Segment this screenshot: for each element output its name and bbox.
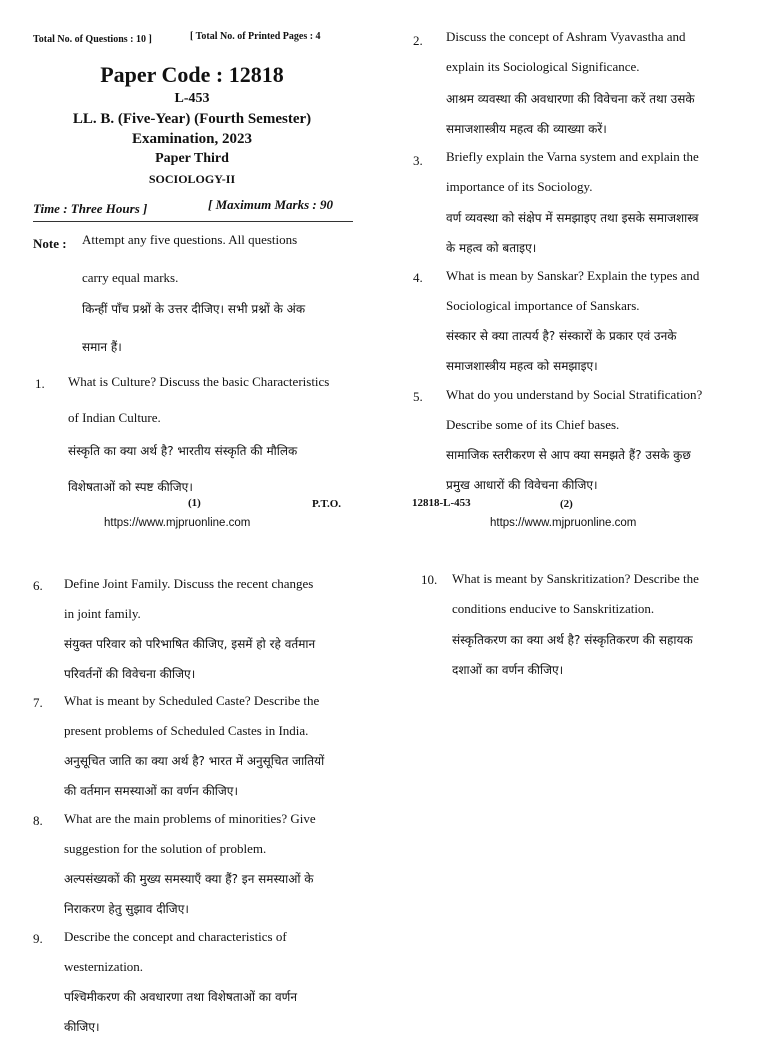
website-link[interactable]: https://www.mjpruonline.com [490,517,637,529]
q6-hi-line: संयुक्त परिवार को परिभाषित कीजिए, इसमें हो रहे वर्तमान [64,637,316,651]
question-hindi [64,746,324,806]
q8-hi-line: निराकरण हेतु सुझाव दीजिए। [64,902,189,916]
q3-hi-line: के महत्व को बताइए। [446,241,537,255]
q7-hi-line: की वर्तमान समस्याओं का वर्णन कीजिए। [64,784,238,798]
page-3 [0,545,384,1034]
pto: P.T.O. [312,498,342,510]
total-questions: Total No. of Questions : 10 ] [33,34,152,45]
question-english [68,367,329,433]
note-english [82,225,297,293]
q5-hi-line: प्रमुख आधारों की विवेचना कीजिए। [446,478,598,492]
subject: SOCIOLOGY-II [148,172,236,186]
q2-en-line: explain its Sociological Significance. [446,59,640,74]
page-number: (2) [560,498,573,510]
question-number: 1. [35,376,45,391]
page-2 [384,0,768,545]
q4-hi-line: समाजशास्त्रीय महत्व को समझाइए। [446,359,598,373]
question-english [64,922,287,982]
q7-en-line: present problems of Scheduled Castes in India. [64,723,309,738]
note-hi-line: समान हैं। [82,340,122,354]
page-number: (1) [188,497,201,509]
q8-en-line: What are the main problems of minorities? Give [64,811,316,826]
q7-en-line: What is meant by Scheduled Caste? Describe the [64,693,320,708]
q3-en-line: importance of its Sociology. [446,179,593,194]
q9-en-line: Describe the concept and characteristics of [64,929,287,944]
time-limit: Time : Three Hours ] [33,201,148,216]
q1-hi-line: संस्कृति का क्या अर्थ है? भारतीय संस्कृति की मौलिक [68,444,298,458]
question-number: 2. [413,33,423,48]
question-hindi [446,84,695,144]
q10-en-line: conditions enducive to Sanskritization. [452,601,655,616]
question-number: 3. [413,153,423,168]
question-number: 10. [421,572,438,587]
q10-hi-line: दशाओं का वर्णन कीजिए। [452,663,564,677]
question-hindi [64,982,297,1042]
q2-en-line: Discuss the concept of Ashram Vyavastha and [446,29,686,44]
question-english [446,261,699,321]
note-label: Note : [33,236,67,251]
website-link[interactable]: https://www.mjpruonline.com [104,517,251,529]
question-number: 8. [33,813,43,828]
footer-code: 12818-L-453 [412,497,471,509]
q4-en-line: What is mean by Sanskar? Explain the types and [446,268,700,283]
q2-hi-line: समाजशास्त्रीय महत्व की व्याख्या करें। [446,122,607,136]
paper-code: Paper Code : 12818 [100,62,284,87]
paper-number: Paper Third [155,151,229,166]
question-english [446,380,702,440]
q3-en-line: Briefly explain the Varna system and explain the [446,149,699,164]
paper-ref: L-453 [174,91,210,106]
note-hi-line: किन्हीं पाँच प्रश्नों के उत्तर दीजिए। सभी प्रश्नों के अंक [82,302,306,316]
question-hindi [446,203,699,263]
question-english [64,569,313,629]
max-marks: [ Maximum Marks : 90 [208,197,333,212]
q5-en-line: What do you understand by Social Stratification? [446,387,703,402]
header-rule [33,221,353,222]
course-title: LL. B. (Five-Year) (Fourth Semester) [72,111,312,127]
q9-hi-line: कीजिए। [64,1020,100,1034]
q10-en-line: What is meant by Sanskritization? Describe the [452,571,699,586]
question-hindi [68,436,297,502]
note-en-line: Attempt any five questions. All questions [82,232,298,247]
q1-hi-line: विशेषताओं को स्पष्ट कीजिए। [68,480,193,494]
q7-hi-line: अनुसूचित जाति का क्या अर्थ है? भारत में अनुसूचित जातियों [64,754,325,768]
q5-en-line: Describe some of its Chief bases. [446,417,620,432]
q2-hi-line: आश्रम व्यवस्था की अवधारणा की विवेचना करें तथा उसके [446,92,695,106]
question-english [446,22,685,82]
note-hindi [82,294,305,362]
question-hindi [446,440,691,500]
question-number: 6. [33,578,43,593]
note-en-line: carry equal marks. [82,270,179,285]
page-4 [384,545,768,1024]
q4-hi-line: संस्कार से क्या तात्पर्य है? संस्कारों के प्रकार एवं उनके [446,329,677,343]
question-number: 7. [33,695,43,710]
question-hindi [64,629,315,689]
question-number: 5. [413,389,423,404]
question-number: 4. [413,270,423,285]
q8-en-line: suggestion for the solution of problem. [64,841,267,856]
q5-hi-line: सामाजिक स्तरीकरण से आप क्या समझते हैं? उसके कुछ [446,448,691,462]
q1-en-line: What is Culture? Discuss the basic Characteristics [68,374,330,389]
q10-hi-line: संस्कृतिकरण का क्या अर्थ है? संस्कृतिकरण की सहायक [452,633,693,647]
q6-en-line: in joint family. [64,606,141,621]
q6-hi-line: परिवर्तनों की विवेचना कीजिए। [64,667,196,681]
page-1 [0,0,384,545]
question-hindi [446,321,676,381]
question-english [452,564,699,624]
q6-en-line: Define Joint Family. Discuss the recent changes [64,576,314,591]
q9-en-line: westernization. [64,959,144,974]
question-english [64,804,316,864]
q9-hi-line: पश्चिमीकरण की अवधारणा तथा विशेषताओं का वर्णन [64,990,297,1004]
total-pages: [ Total No. of Printed Pages : 4 [190,31,321,42]
question-english [64,686,319,746]
question-english [446,142,699,202]
question-hindi [64,864,314,924]
q8-hi-line: अल्पसंख्यकों की मुख्य समस्याएँ क्या हैं? इन समस्याओं के [64,872,314,886]
q3-hi-line: वर्ण व्यवस्था को संक्षेप में समझाइए तथा इसके समाजशास्त्र [446,211,699,225]
q1-en-line: of Indian Culture. [68,410,161,425]
exam-year: Examination, 2023 [131,131,252,147]
question-hindi [452,625,693,685]
q4-en-line: Sociological importance of Sanskars. [446,298,640,313]
question-number: 9. [33,931,43,946]
